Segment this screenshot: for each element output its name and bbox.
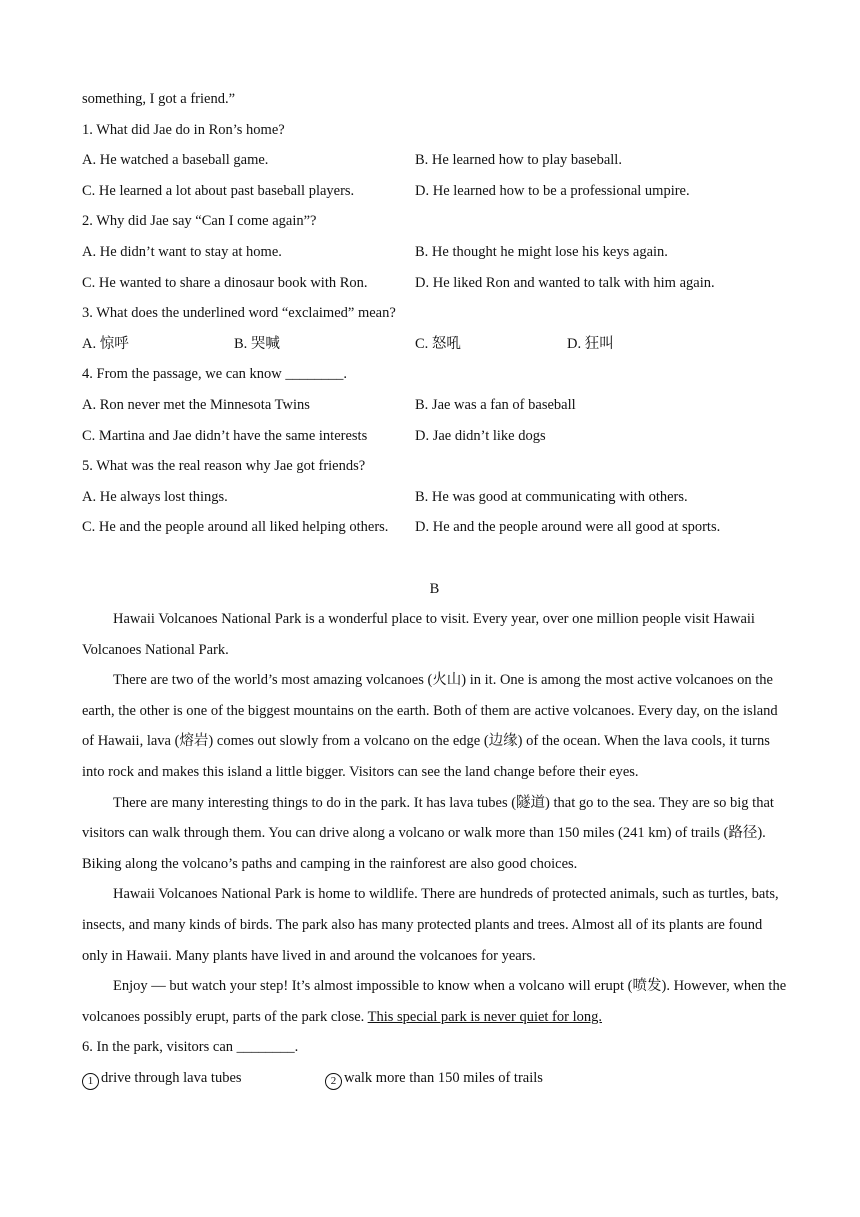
options-row	[82, 482, 787, 513]
options-row	[82, 1063, 787, 1094]
option-d: D. He and the people around were all good at sports.	[415, 519, 721, 536]
option-text: walk more than 150 miles of trails	[344, 1070, 543, 1086]
question-stem: 6. In the park, visitors can ________.	[82, 1039, 299, 1056]
option-b: B. 哭喊	[234, 335, 280, 352]
options-row	[82, 145, 787, 176]
option-c: C. He wanted to share a dinosaur book with Ron.	[82, 274, 368, 291]
option-c: C. Martina and Jae didn’t have the same interests	[82, 427, 368, 444]
paragraph-text: Enjoy — but watch your step! It’s almost impossible to know when a volcano will erupt (喷发). However, when the volcanoes possibly erupt, parts of the park close.	[82, 978, 787, 1025]
spacer	[82, 543, 787, 574]
option-d: D. 狂叫	[567, 335, 614, 352]
question-stem: 4. From the passage, we can know ________.	[82, 366, 347, 383]
question-stem: 1. What did Jae do in Ron’s home?	[82, 121, 285, 138]
continuation-line: something, I got a friend.”	[82, 91, 236, 107]
option-b: B. He learned how to play baseball.	[415, 152, 622, 169]
circled-number: 1	[82, 1073, 99, 1090]
options-row	[82, 390, 787, 421]
section-heading: B	[429, 580, 440, 597]
question-stem: 2. Why did Jae say “Can I come again”?	[82, 213, 317, 230]
paragraph: Hawaii Volcanoes National Park is home to wildlife. There are hundreds of protected animals, such as turtles, bats, insects, and many kinds of birds. The park also has many protected plants and trees. Almost all of its plants are found only in Hawaii. Many plants have lived in and around the volcanoes for years.	[82, 886, 779, 964]
option-d: D. He learned how to be a professional umpire.	[415, 182, 690, 199]
question-stem: 3. What does the underlined word “exclaimed” mean?	[82, 305, 396, 322]
option-item-1	[82, 1063, 325, 1094]
option-c: C. 怒吼	[415, 335, 461, 352]
option-a: A. He watched a baseball game.	[82, 152, 269, 169]
circled-number: 2	[325, 1073, 342, 1090]
option-a: A. Ron never met the Minnesota Twins	[82, 396, 310, 413]
option-item-2	[325, 1063, 543, 1094]
option-c: C. He and the people around all liked helping others.	[82, 519, 389, 536]
option-a: A. He always lost things.	[82, 488, 228, 505]
options-row	[82, 176, 787, 207]
options-row	[82, 329, 787, 360]
options-row	[82, 268, 787, 299]
option-a: A. He didn’t want to stay at home.	[82, 243, 282, 260]
paragraph: Hawaii Volcanoes National Park is a wonderful place to visit. Every year, over one million people visit Hawaii Volcanoes National Park.	[82, 611, 755, 658]
option-b: B. He was good at communicating with others.	[415, 488, 688, 505]
underlined-sentence: This special park is never quiet for long.	[367, 1008, 602, 1025]
option-d: D. He liked Ron and wanted to talk with him again.	[415, 274, 715, 291]
options-row	[82, 237, 787, 268]
option-d: D. Jae didn’t like dogs	[415, 427, 546, 444]
question-stem: 5. What was the real reason why Jae got friends?	[82, 458, 366, 475]
document-page	[82, 84, 787, 1094]
option-a: A. 惊呼	[82, 335, 129, 352]
options-row	[82, 421, 787, 452]
paragraph: There are many interesting things to do in the park. It has lava tubes (隧道) that go to the sea. They are so big that visitors can walk through them. You can drive along a volcano or walk more than 150 miles (241 km) of trails (路径). Biking along the volcano’s paths and camping in the rainforest are also good choices.	[82, 794, 774, 872]
options-row	[82, 512, 787, 543]
paragraph	[82, 971, 787, 1032]
option-c: C. He learned a lot about past baseball players.	[82, 182, 355, 199]
option-b: B. Jae was a fan of baseball	[415, 396, 576, 413]
option-b: B. He thought he might lose his keys again.	[415, 243, 668, 260]
option-text: drive through lava tubes	[101, 1070, 242, 1086]
paragraph: There are two of the world’s most amazing volcanoes (火山) in it. One is among the most active volcanoes on the earth, the other is one of the biggest mountains on the earth. Both of them are active volcanoes. Every day, on the island of Hawaii, lava (熔岩) comes out slowly from a volcano on the edge (边缘) of the ocean. When the lava cools, it turns into rock and makes this island a little bigger. Visitors can see the land change before their eyes.	[82, 672, 778, 781]
